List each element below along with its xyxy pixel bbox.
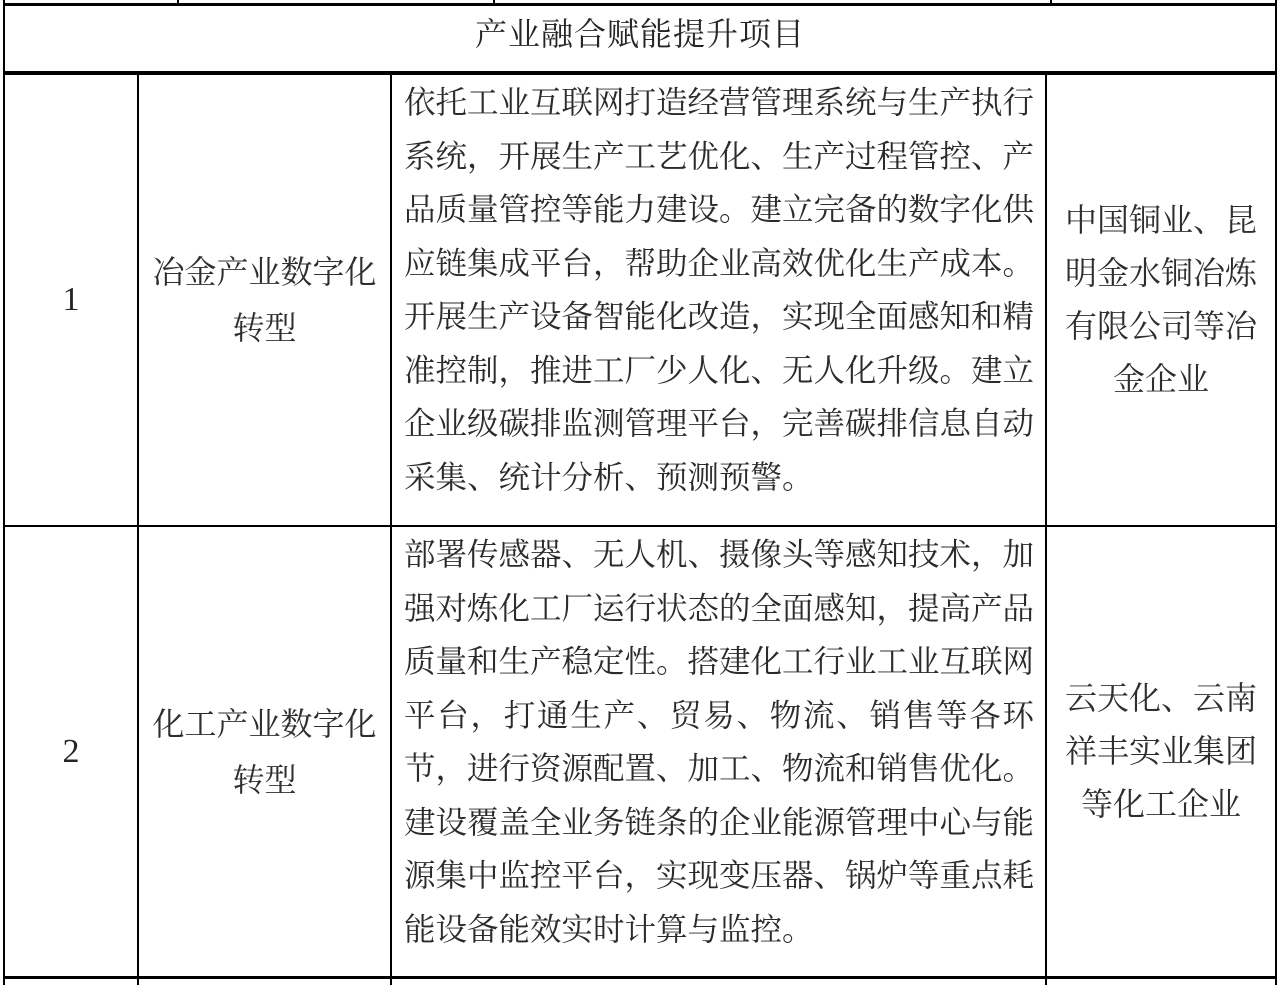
table-border-stub — [392, 979, 1047, 985]
table-border-stub — [5, 979, 139, 985]
projects-table — [3, 3, 1277, 985]
table-border-stub — [139, 979, 392, 985]
companies-cell: 中国铜业、昆明金水铜冶炼有限公司等冶金企业 — [1064, 202, 1257, 397]
project-name-cell: 化工产业数字化转型 — [139, 527, 392, 976]
table-row — [5, 527, 1275, 979]
row-number-cell: 2 — [5, 527, 139, 976]
row-number-cell: 1 — [5, 75, 139, 525]
project-description-cell: 部署传感器、无人机、摄像头等感知技术，加强对炼化工厂运行状态的全面感知，提高产品质量和生产稳定性。搭建化工行业工业互联网平台，打通生产、贸易、物流、销售等各环节，进行资源配置、加工、物流和销售优化。建设覆盖全业务链条的企业能源管理中心与能源集中监控平台，实现变压器、锅炉等重点耗能设备能效实时计算与监控。 — [392, 527, 1047, 976]
next-row-border-stubs — [5, 979, 1275, 985]
table-section-header-row — [5, 6, 1275, 75]
companies-cell: 云天化、云南祥丰实业集团等化工企业 — [1064, 680, 1257, 822]
section-title: 产业融合赋能提升项目 — [474, 15, 805, 52]
project-description-cell: 依托工业互联网打造经营管理系统与生产执行系统，开展生产工艺优化、生产过程管控、产品质量管控等能力建设。建立完备的数字化供应链集成平台，帮助企业高效优化生产成本。开展生产设备智能化改造，实现全面感知和精准控制，推进工厂少人化、无人化升级。建立企业级碳排监测管理平台，完善碳排信息自动采集、统计分析、预测预警。 — [392, 75, 1047, 525]
table-border-stub — [1047, 979, 1275, 985]
table-row — [5, 75, 1275, 527]
project-name-cell: 冶金产业数字化转型 — [139, 75, 392, 525]
